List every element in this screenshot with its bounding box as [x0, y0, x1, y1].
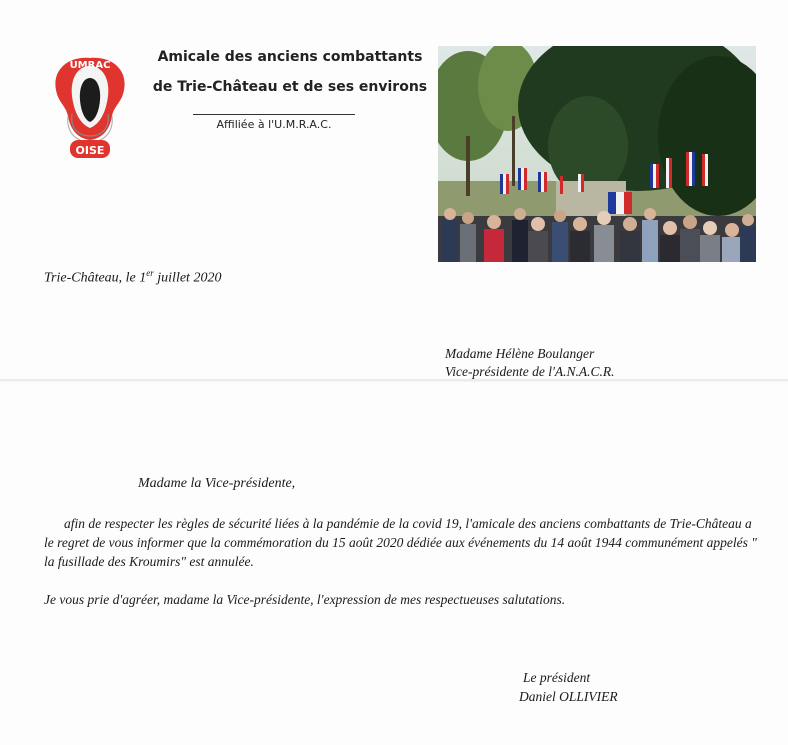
place-date-prefix: Trie-Château, le 1	[44, 270, 147, 286]
closing-formula: Je vous prie d'agréer, madame la Vice-présidente, l'expression de mes respectueuses salutations.	[44, 592, 566, 607]
place-date-sup: er	[146, 268, 154, 278]
recipient-title: Vice-présidente de l'A.N.A.C.R.	[445, 364, 615, 379]
logo-bottom-text: OISE	[75, 144, 105, 157]
umrac-logo	[48, 44, 132, 162]
affiliation-text: Affiliée à l'U.M.R.A.C.	[216, 118, 332, 131]
association-name-line1: Amicale des anciens combattants	[157, 49, 423, 65]
signature-name: Daniel OLLIVIER	[519, 689, 618, 704]
place-date-suffix: juillet 2020	[153, 270, 222, 286]
place-date	[44, 268, 221, 287]
letter-body: afin de respecter les règles de sécurité liées à la pandémie de la covid 19, l'amicale des anciens combattants de Trie-Château a le regret de vous informer que la commémoration du 15 août 2020 dédiée aux événements du 14 août 1944 communément appelés " la fusillade des Kroumirs" est annulée.	[44, 516, 757, 569]
header-divider	[193, 114, 355, 115]
ceremony-photo	[438, 46, 756, 262]
association-name-line2: de Trie-Château et de ses environs	[152, 79, 428, 95]
signature-role: Le président	[523, 670, 591, 685]
recipient-name: Madame Hélène Boulanger	[445, 346, 595, 361]
salutation: Madame la Vice-présidente,	[138, 476, 296, 491]
page-fold-line	[0, 379, 788, 382]
logo-top-text: UMRAC	[69, 60, 111, 71]
crowd-group	[438, 208, 756, 262]
